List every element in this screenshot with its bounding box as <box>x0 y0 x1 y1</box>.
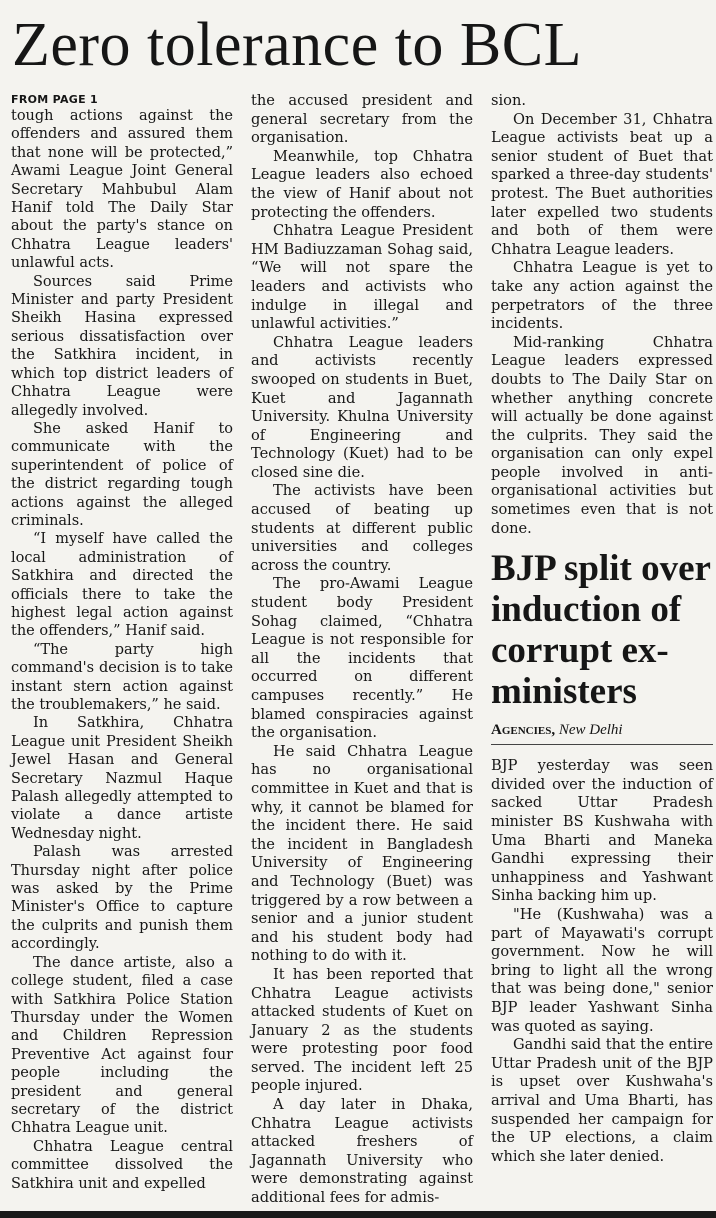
paragraph: “I myself have called the local administration of Satkhira and directed the officials there to take the highest legal action against the offenders,” Hanif said. <box>11 531 233 640</box>
paragraph: the accused president and general secretary from the organisation. <box>251 92 473 147</box>
paragraph: The activists have been accused of beating up students at different public universities and colleges across the country. <box>251 482 473 574</box>
paragraph: It has been reported that Chhatra League activists attacked students of Kuet on January 2 as the students were protesting poor food served. The incident left 25 people injured. <box>251 965 473 1095</box>
paragraph: Meanwhile, top Chhatra League leaders also echoed the view of Hanif about not protecting the offenders. <box>251 147 473 221</box>
paragraph: tough actions against the offenders and assured them that none will be protected,” Awami League Joint General Secretary Mahbubul Alam Hanif told The Daily Star about the party's stance on Chhatra League leaders' unlawful acts. <box>11 108 233 272</box>
continuation-kicker: FROM PAGE 1 <box>11 93 99 106</box>
paragraph: Chhatra League leaders and activists recently swooped on students in Buet, Kuet and Jagannath University. Khulna University of Engineering and Technology (Kuet) had to be closed sine die. <box>251 333 473 481</box>
byline-agency: Agencies, <box>491 722 556 739</box>
bottom-rule <box>0 1211 716 1218</box>
column-1 <box>11 92 233 1193</box>
paragraph: “The party high command's decision is to take instant stern action against the troublemakers,” he said. <box>11 641 233 713</box>
paragraph: Chhatra League is yet to take any action against the perpetrators of the three incidents. <box>491 259 713 333</box>
paragraph: Mid-ranking Chhatra League leaders expressed doubts to The Daily Star on whether anything concrete will actually be done against the culprits. They said the organisation can only expel people involved in anti-organisational activities but sometimes even that is not done. <box>491 333 713 537</box>
paragraph: Sources said Prime Minister and party President Sheikh Hasina expressed serious dissatisfaction over the Satkhira incident, in which top district leaders of Chhatra League were allegedly involved. <box>11 273 233 419</box>
paragraph: On December 31, Chhatra League activists beat up a senior student of Buet that sparked a three-day students' protest. The Buet authorities later expelled two students and both of them were Chhatra League leaders. <box>491 110 713 258</box>
paragraph: "He (Kushwaha) was a part of Mayawati's corrupt government. Now he will bring to light all the wrong that was being done," senior BJP leader Yashwant Sinha was quoted as saying. <box>491 906 713 1035</box>
column-3 <box>491 92 713 1166</box>
paragraph: Palash was arrested Thursday night after police was asked by the Prime Minister's Office to capture the culprits and punish them accordingly. <box>11 844 233 953</box>
column-2 <box>251 92 473 1208</box>
paragraph: In Satkhira, Chhatra League unit President Sheikh Jewel Hasan and General Secretary Nazmul Haque Palash allegedly attempted to violate a dance artiste Wednesday night. <box>11 715 233 842</box>
paragraph: Chhatra League President HM Badiuzzaman Sohag said, “We will not spare the leaders and activists who indulge in illegal and unlawful activities.” <box>251 222 473 333</box>
byline <box>491 720 713 745</box>
paragraph: Chhatra League central committee dissolved the Satkhira unit and expelled <box>11 1138 233 1192</box>
main-headline: Zero tolerance to BCL <box>12 11 583 79</box>
paragraph: The dance artiste, also a college student, filed a case with Satkhira Police Station Thursday under the Women and Children Repression Preventive Act against four people including the president and general secretary of the district Chhatra League unit. <box>11 954 233 1137</box>
paragraph: BJP yesterday was seen divided over the induction of sacked Uttar Pradesh minister BS Kushwaha with Uma Bharti and Maneka Gandhi expressing their unhappiness and Yashwant Sinha backing him up. <box>491 757 713 905</box>
paragraph: Gandhi said that the entire Uttar Pradesh unit of the BJP is upset over Kushwaha's arrival and Uma Bharti, has suspended her campaign for the UP elections, a claim which she later denied. <box>491 1036 713 1165</box>
byline-location: New Delhi <box>558 722 623 739</box>
paragraph: He said Chhatra League has no organisational committee in Kuet and that is why, it cannot be blamed for the incident there. He said the incident in Bangladesh University of Engineering and Technology (Buet) was triggered by a row between a senior and a junior student and his student body had nothing to do with it. <box>251 742 473 965</box>
paragraph: A day later in Dhaka, Chhatra League activists attacked freshers of Jagannath University who were demonstrating against additional fees for admis- <box>251 1096 473 1207</box>
paragraph: She asked Hanif to communicate with the superintendent of police of the district regarding tough actions against the alleged criminals. <box>11 420 233 529</box>
secondary-headline: BJP split over induction of corrupt ex-ministers <box>491 548 711 713</box>
paragraph: sion. <box>491 92 526 109</box>
paragraph: The pro-Awami League student body President Sohag claimed, “Chhatra League is not responsible for all the incidents that occurred on different campuses recently.” He blamed conspiracies against the organisation. <box>251 575 473 742</box>
